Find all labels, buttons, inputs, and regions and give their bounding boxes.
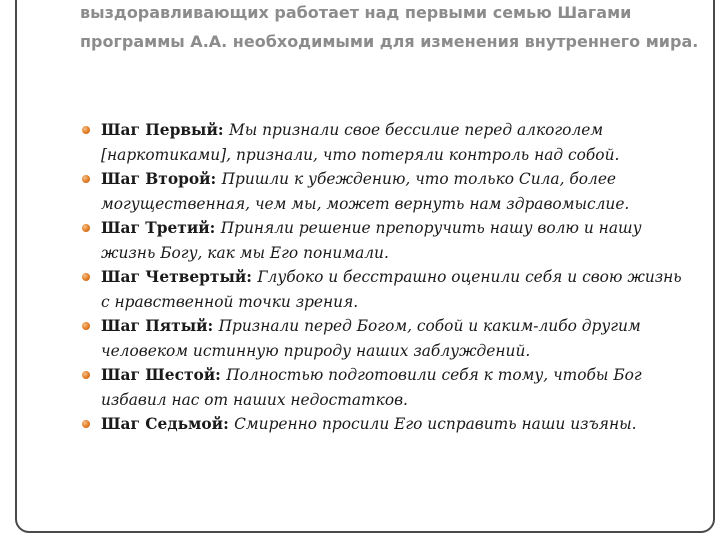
bullet-icon — [82, 371, 90, 379]
bullet-icon — [82, 224, 90, 232]
step-text: Пришли к убеждению, что только Сила, более могущественная, чем мы, может вернуть нам здравомыслие. — [101, 170, 630, 213]
step-item — [82, 412, 682, 437]
step-text: Глубоко и бесстрашно оценили себя и свою жизнь с нравственной точки зрения. — [101, 268, 682, 311]
step-item — [82, 314, 682, 363]
step-item — [82, 363, 682, 412]
step-name: Шаг Пятый: — [101, 317, 219, 335]
step-item — [82, 216, 682, 265]
step-text: Смиренно просили Его исправить наши изъяны. — [234, 415, 637, 433]
step-item — [82, 118, 682, 167]
step-name: Шаг Второй: — [101, 170, 222, 188]
bullet-icon — [82, 126, 90, 134]
step-text: Приняли решение препоручить нашу волю и нашу жизнь Богу, как мы Его понимали. — [101, 219, 642, 262]
bullet-icon — [82, 175, 90, 183]
intro-text: выздоравливающих работает над первыми семью Шагами программы А.А. необходимыми для изменения внутреннего мира. — [80, 3, 699, 51]
step-item — [82, 265, 682, 314]
step-name: Шаг Третий: — [101, 219, 221, 237]
step-name: Шаг Четвертый: — [101, 268, 258, 286]
bullet-icon — [82, 273, 90, 281]
step-name: Шаг Первый: — [101, 121, 229, 139]
bullet-icon — [82, 322, 90, 330]
step-item — [82, 167, 682, 216]
step-name: Шаг Шестой: — [101, 366, 227, 384]
step-text: Мы признали свое бессилие перед алкоголем [наркотиками], признали, что потеряли контроль над собой. — [101, 121, 620, 164]
step-text: Признали перед Богом, собой и каким-либо другим человеком истинную природу наших заблуждений. — [101, 317, 641, 360]
step-name: Шаг Седьмой: — [101, 415, 235, 433]
step-text: Полностью подготовили себя к тому, чтобы Бог избавил нас от наших недостатков. — [101, 366, 642, 409]
bullet-icon — [82, 420, 90, 428]
steps-list — [82, 118, 682, 437]
